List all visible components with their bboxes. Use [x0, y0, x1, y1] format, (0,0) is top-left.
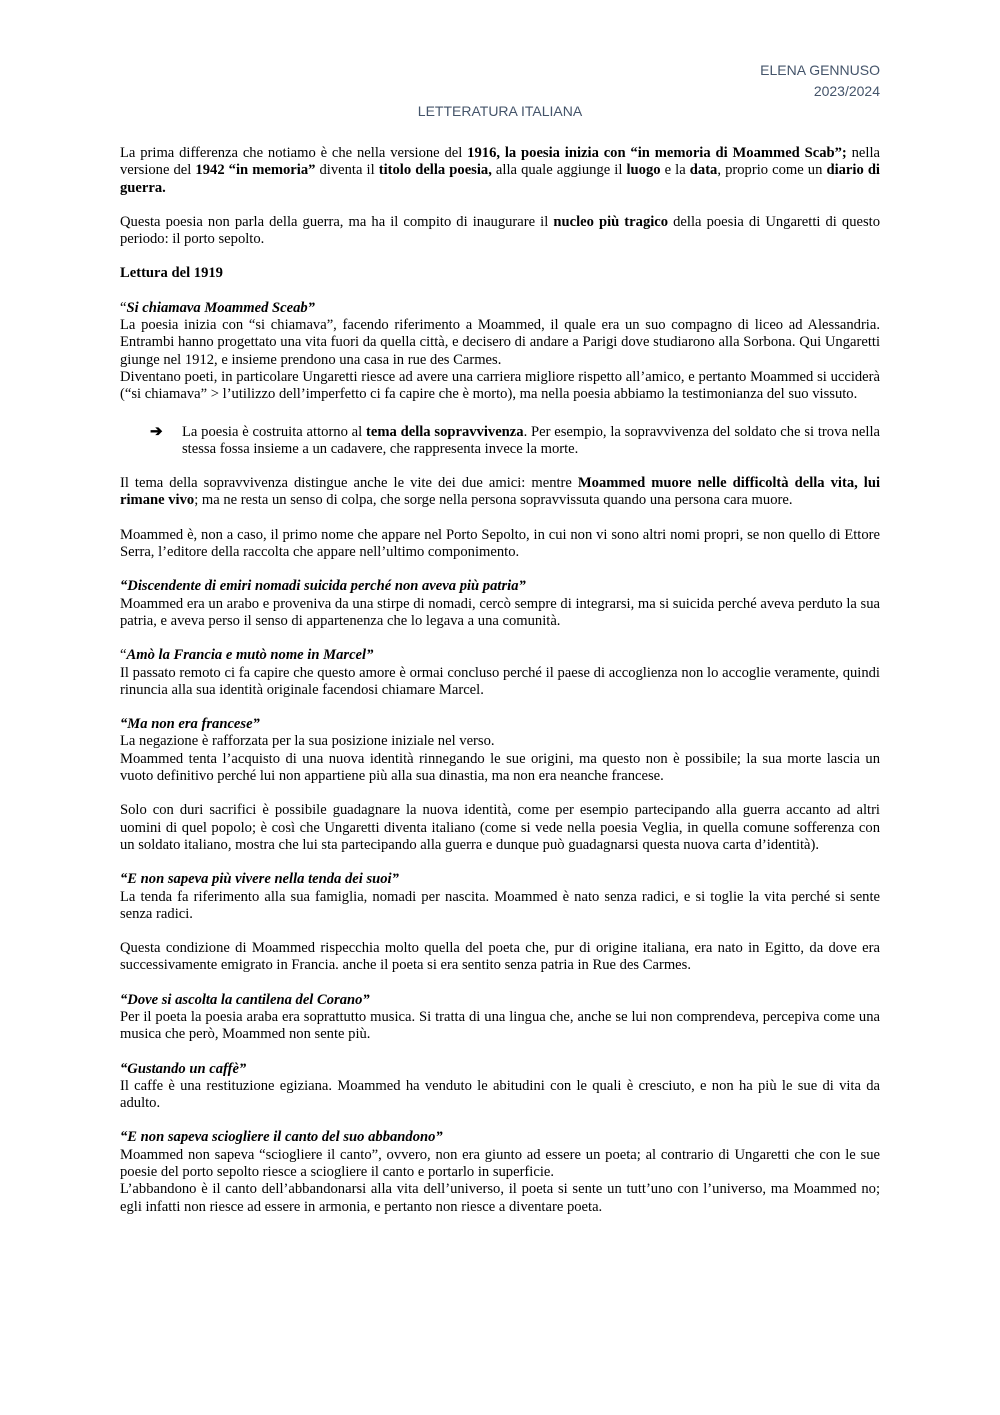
verse-heading [120, 871, 880, 888]
open-quote: “ [120, 647, 127, 664]
section-title-text: Lettura del 1919 [120, 265, 223, 282]
verse-heading [120, 716, 880, 733]
subject-title: LETTERATURA ITALIANA [417, 103, 583, 119]
paragraph: Questa condizione di Moammed rispecchia molto quella del poeta che, pur di origine italiana, era nato in Egitto, da dove era successivamente emigrato in Francia. anche il poeta si era sentito senza patria in Rue des Carmes. [120, 940, 880, 974]
document-body [120, 145, 880, 1216]
verse-heading [120, 1061, 880, 1078]
open-quote: “ [120, 299, 127, 316]
verse-quote: “Gustando un caffè” [120, 1060, 247, 1077]
verse-quote: “E non sapeva sciogliere il canto del suo abbandono” [120, 1129, 443, 1146]
text: ; ma ne resta un senso di colpa, che sorge nella persona sopravvissuta quando una persona cara muore. [194, 492, 793, 509]
paragraph: Moammed tenta l’acquisto di una nuova identità rinnegando le sue origini, ma questo non è possibile; la sua morte lascia un vuoto definitivo perché lui non appartiene più alla sua dinastia, ma non era neanche francese. [120, 750, 880, 785]
text: e la [660, 162, 690, 179]
paragraph: La poesia inizia con “si chiamava”, facendo riferimento a Moammed, il quale era un suo compagno di liceo ad Alessandria. Entrambi hanno progettato una vita fuori da quella città, e decisero di andare a Parigi dove studiarono alla Sorbona. Qui Ungaretti giunge nel 1912, e insieme prendono una casa in rue des Carmes. [120, 317, 880, 368]
paragraph: Moammed era un arabo e proveniva da una stirpe di nomadi, cercò sempre di integrarsi, ma si suicida perché aveva perduto la sua patria, e aveva perso il senso di appartenenza che lo legava a una comunità. [120, 595, 880, 629]
text: . Per esempio, la sopravvivenza del soldato che si trova nella stessa fossa insieme a un cadavere, che rappresenta invece la morte. [182, 423, 880, 457]
paragraph-theme [120, 214, 880, 249]
paragraph: La tenda fa riferimento alla sua famiglia, nomadi per nascita. Moammed è nato senza radici, e si toglie la vita perché si sente senza radici. [120, 888, 880, 922]
text: nella versione del [120, 145, 880, 179]
text: La prima differenza che notiamo è che nella versione del [120, 145, 468, 161]
verse-quote: “E non sapeva più vivere nella tenda dei suoi” [120, 871, 399, 888]
verse-quote: “Discendente di emiri nomadi suicida perché non aveva più patria” [120, 578, 526, 595]
author-name: ELENA GENNUSO [760, 62, 880, 78]
paragraph: Diventano poeti, in particolare Ungaretti riesce ad avere una carriera migliore rispetto all’amico, e pertanto Moammed si ucciderà (“si chiamava” > l’utilizzo dell’imperfetto ci fa capire che è morto), ma nella poesia abbiamo la testimonianza del suo vissuto. [120, 368, 880, 403]
verse-heading [120, 1129, 880, 1146]
paragraph: Il passato remoto ci fa capire che questo amore è ormai concluso perché il paese di accoglienza non lo accoglie veramente, quindi rinuncia alla sua identità originale facendosi chiamare Marcel. [120, 664, 880, 698]
paragraph: Moammed è, non a caso, il primo nome che appare nel Porto Sepolto, in cui non vi sono altri nomi propri, se non quello di Ettore Serra, l’editore della raccolta che appare nell’ultimo componimento. [120, 526, 880, 561]
bold-text: Moammed muore nelle difficoltà della vita, lui rimane vivo [120, 475, 881, 509]
academic-year: 2023/2024 [813, 83, 880, 99]
paragraph: Solo con duri sacrifici è possibile guadagnare la nuova identità, come per esempio partecipando alla guerra accanto ad altri uomini di quel popolo; è così che Ungaretti diventa italiano (come si vede nella poesia Veglia, in quella comune sofferenza con un soldato italiano, mostra che lui sta partecipando alla guerra e dunque può guadagnarsi questa nuova carta d’identità). [120, 802, 880, 853]
text: , proprio come un [717, 162, 827, 179]
verse-heading [120, 992, 880, 1009]
verse-quote: “Ma non era francese” [120, 716, 260, 733]
bold-text: tema della sopravvivenza [366, 423, 524, 440]
verse-heading [120, 578, 880, 595]
verse-quote: Si chiamava Moammed Sceab” [126, 299, 315, 316]
text: diventa il [315, 162, 379, 179]
paragraph [120, 475, 880, 510]
text: Questa poesia non parla della guerra, ma ha il compito di inaugurare il [120, 213, 554, 230]
verse-quote: “Dove si ascolta la cantilena del Corano” [120, 991, 370, 1008]
bold-text: 1916, la poesia inizia con “in memoria di Moammed Scab”; [467, 145, 847, 161]
arrow-bullet-item [150, 424, 880, 459]
text: La poesia è costruita attorno al [182, 423, 367, 440]
text: della poesia di Ungaretti di questo periodo: il porto sepolto. [120, 213, 881, 248]
bold-text: 1942 “in memoria” [195, 162, 316, 179]
paragraph: Moammed non sapeva “sciogliere il canto”, ovvero, non era giunto ad essere un poeta; al contrario di Ungaretti che con le sue poesie del porto sepolto riesce a sciogliere il canto e portarlo in superficie. [120, 1146, 880, 1181]
bullet-text [182, 424, 880, 459]
paragraph: Per il poeta la poesia araba era soprattutto musica. Si tratta di una lingua che, anche se lui non comprendeva, percepiva come una musica che però, Moammed non sente più. [120, 1008, 880, 1043]
verse-heading [120, 300, 880, 317]
header-author-block [760, 60, 880, 102]
verse-quote: Amò la Francia e mutò nome in Marcel” [126, 647, 374, 664]
paragraph-intro [120, 145, 880, 197]
text: alla quale aggiunge il [491, 162, 627, 179]
bold-text: diario di guerra. [120, 162, 880, 196]
section-title [120, 265, 880, 282]
text: Il tema della sopravvivenza distingue anche le vite dei due amici: mentre [120, 475, 578, 492]
paragraph: L’abbandono è il canto dell’abbandonarsi alla vita dell’universo, il poeta si sente un tutt’uno con l’universo, ma Moammed no; egli infatti non riesce ad essere in armonia, e pertanto non riesce a diventare poeta. [120, 1181, 880, 1215]
arrow-right-icon: ➔ [150, 423, 163, 440]
bold-text: luogo [626, 162, 661, 179]
bold-text: titolo della poesia, [378, 162, 492, 179]
paragraph: La negazione è rafforzata per la sua posizione iniziale nel verso. [120, 733, 495, 750]
paragraph: Il caffe è una restituzione egiziana. Moammed ha venduto le abitudini con le quali è cresciuto, e non ha più le sue di vita da adulto. [120, 1077, 880, 1112]
bold-text: data [689, 162, 718, 179]
verse-heading [120, 647, 880, 664]
bold-text: nucleo più tragico [553, 213, 669, 230]
